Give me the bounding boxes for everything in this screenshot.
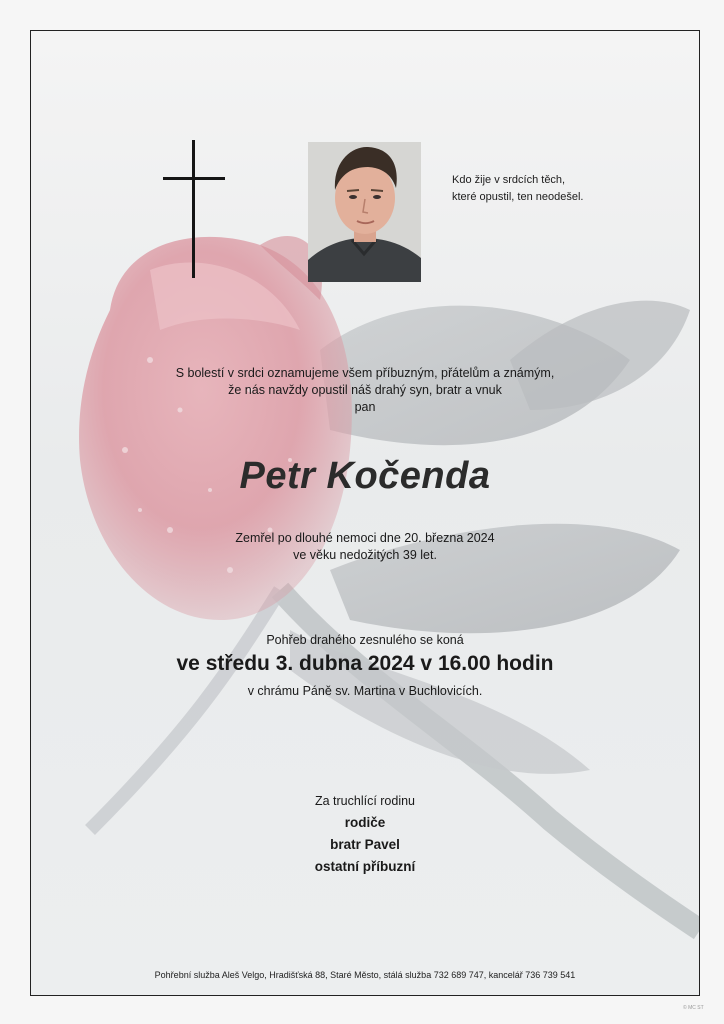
mourner-item: rodiče	[344, 815, 386, 830]
death-info	[30, 530, 700, 564]
funeral-intro: Pohřeb drahého zesnulého se koná	[266, 633, 464, 647]
intro-line-3: pan	[354, 400, 376, 414]
funeral-date: ve středu 3. dubna 2024 v 16.00 hodin	[176, 652, 554, 675]
intro-line-2: že nás navždy opustil náš drahý syn, bratr a vnuk	[228, 383, 502, 397]
deceased-name: Petr Kočenda	[239, 455, 491, 497]
quote-line-2: které opustil, ten neodešel.	[452, 191, 584, 203]
quote-line-1: Kdo žije v srdcích těch,	[452, 174, 566, 186]
portrait-photo	[308, 142, 421, 282]
death-line-2: ve věku nedožitých 39 let.	[293, 548, 437, 562]
cross-icon	[163, 140, 225, 278]
death-line-1: Zemřel po dlouhé nemoci dne 20. března 2024	[235, 531, 495, 545]
intro-line-1: S bolestí v srdci oznamujeme všem příbuzným, přátelům a známým,	[175, 366, 555, 380]
announcement-text	[30, 365, 700, 416]
funeral-place: v chrámu Páně sv. Martina v Buchlovicích.	[247, 684, 483, 698]
mourner-item: ostatní příbuzní	[314, 859, 416, 874]
memorial-quote	[452, 172, 622, 206]
corner-mark: © MC ST	[683, 1005, 704, 1011]
funeral-service-footer: Pohřební služba Aleš Velgo, Hradišťská 88, Staré Město, stálá služba 732 689 747, kancelář 736 739 541	[154, 970, 576, 980]
mourners-intro: Za truchlící rodinu	[314, 794, 416, 808]
mourners	[30, 790, 700, 878]
mourner-item: bratr Pavel	[330, 837, 400, 852]
